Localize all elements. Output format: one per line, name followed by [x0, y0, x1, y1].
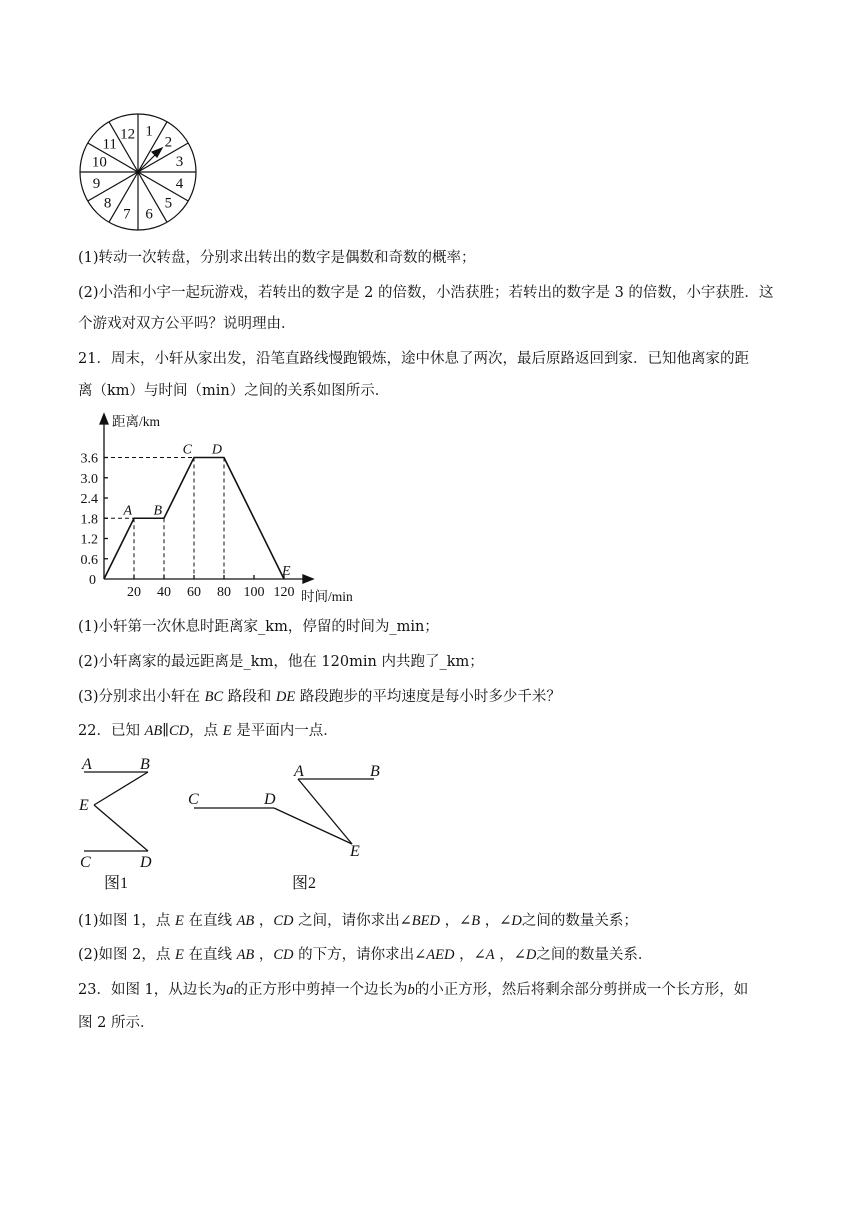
q22-p1-sep1: ， [440, 913, 460, 929]
q22-p1-a: (1)如图 1，点 [78, 913, 175, 929]
q22-stem-b: ，点 [189, 723, 223, 739]
y-tick-label: 3.6 [80, 451, 98, 467]
q22-p2-c: ， [254, 947, 274, 963]
x-axis-arrow [303, 575, 313, 583]
q22-part2 [78, 945, 652, 965]
q22-p2-e: E [174, 947, 184, 963]
series-line [104, 458, 284, 580]
var-b: b [407, 982, 415, 998]
q21-part3-text-c: 路段跑步的平均速度是每小时多少千米？ [295, 689, 561, 705]
point-label-c: C [182, 442, 192, 458]
q20-part2-line1: (2)小浩和小宇一起玩游戏，若转出的数字是 2 的倍数，小浩获胜；若转出的数字是 3 的倍数，小宇获胜．这 [78, 285, 774, 301]
geometry-figures [74, 752, 394, 897]
y-tick-label: 2.4 [80, 492, 98, 507]
q23-a: 23．如图 1，从边长为 [78, 982, 227, 998]
q22-p1-c: ， [254, 913, 274, 929]
q22-p1-e: E [174, 913, 184, 929]
q22-p1-ab: AB [236, 913, 255, 929]
q21-stem-line2: 离（km）与时间（min）之间的关系如图所示． [78, 383, 390, 399]
q22-stem-c: 是平面内一点． [231, 723, 338, 739]
angle-d-2: ∠D [513, 947, 537, 963]
segment-bc: BC [204, 689, 224, 705]
q21-part3-text-b: 路段和 [223, 689, 276, 705]
q22-p2-b: 在直线 [183, 947, 237, 963]
spinner-number: 3 [175, 153, 184, 170]
x-tick-label: 20 [127, 585, 141, 600]
spinner-number: 7 [123, 206, 131, 223]
fig1-line-be [94, 772, 148, 805]
fig2-label-d: D [264, 791, 276, 808]
q22-p2-e-text: 之间的数量关系． [536, 947, 653, 963]
fig1-label-a: A [82, 756, 92, 773]
point-label-d: D [211, 442, 222, 458]
spinner-number: 12 [120, 126, 136, 143]
y-axis-arrow [100, 414, 108, 424]
q22-stem [78, 721, 338, 741]
x-tick-label: 40 [157, 585, 171, 600]
spinner-number: 2 [164, 134, 173, 151]
fig1-label-c: C [80, 854, 91, 871]
spinner-number: 6 [145, 206, 153, 223]
fig1-caption: 图1 [104, 875, 129, 892]
q22-p2-d: 的下方，请你求出 [293, 947, 415, 963]
angle-a: ∠A [473, 947, 495, 963]
distance-time-chart [70, 408, 390, 608]
var-a: a [226, 982, 234, 998]
fig2-label-a: A [294, 763, 304, 780]
x-tick-label: 100 [243, 585, 265, 600]
spinner-number: 4 [175, 176, 184, 193]
spinner-number: 11 [102, 136, 117, 153]
fig1-label-b: B [140, 756, 150, 773]
q22-p2-cd: CD [273, 947, 294, 963]
spinner-number: 9 [92, 176, 101, 193]
segment-de: DE [275, 689, 296, 705]
q22-p1-b: 在直线 [183, 913, 237, 929]
spinner-number: 1 [145, 123, 153, 140]
angle-bed: ∠BED [399, 913, 440, 929]
angle-aed: ∠AED [414, 947, 455, 963]
fig1-line-ed [94, 805, 148, 851]
q23-stem-line2: 图 2 所示． [78, 1015, 155, 1031]
q22-p1-d: 之间，请你求出 [293, 913, 400, 929]
angle-d: ∠D [499, 913, 522, 929]
spinner-number: 5 [164, 195, 173, 212]
fig2-label-b: B [370, 763, 380, 780]
fig2-label-c: C [188, 791, 199, 808]
q22-point-e: E [222, 723, 232, 739]
spinner-number: 10 [91, 154, 107, 171]
q22-p1-cd: CD [273, 913, 294, 929]
fig2-label-e: E [350, 843, 360, 860]
fig2-line-ae [298, 779, 352, 844]
q20-part1: (1)转动一次转盘，分别求出转出的数字是偶数和奇数的概率； [78, 250, 476, 266]
y-tick-label: 3.0 [80, 471, 98, 487]
q22-p1-e-text: 之间的数量关系； [521, 913, 638, 929]
y-tick-label: 1.2 [80, 532, 98, 548]
spinner-number: 8 [103, 195, 112, 212]
x-tick-label: 120 [273, 585, 295, 600]
q22-p2-ab: AB [236, 947, 255, 963]
q21-part3 [78, 687, 561, 707]
y-tick-label: 1.8 [80, 512, 98, 528]
point-label-e: E [282, 564, 291, 579]
fig2-caption: 图2 [292, 875, 317, 892]
x-tick-label: 80 [217, 585, 231, 600]
x-axis-label: 时间/min [301, 589, 353, 604]
q21-part2: (2)小轩离家的最远距离是_km，他在 120min 内共跑了_km； [78, 654, 484, 670]
q23-c: 的小正方形，然后将剩余部分剪拼成一个长方形，如 [414, 982, 749, 998]
x-tick-label: 60 [187, 585, 201, 600]
q21-part3-text-a: (3)分别求出小轩在 [78, 689, 205, 705]
q22-parallel-expr: AB∥CD [144, 723, 190, 739]
q22-part1 [78, 911, 638, 931]
q22-p2-a: (2)如图 2，点 [78, 947, 175, 963]
y-tick-label: 0.6 [80, 552, 98, 568]
q20-part2-line2: 个游戏对双方公平吗？说明理由． [78, 316, 296, 332]
q22-p2-sep2: ， [494, 947, 514, 963]
fig2-line-de [274, 808, 352, 844]
q23-b: 的正方形中剪掉一个边长为 [233, 982, 408, 998]
point-label-b: B [153, 503, 162, 519]
q22-p1-sep2: ， [480, 913, 500, 929]
angle-b: ∠B [459, 913, 481, 929]
q22-stem-a: 22．已知 [78, 723, 145, 739]
origin-label: 0 [89, 573, 96, 588]
point-label-a: A [123, 503, 132, 519]
fig1-label-e: E [79, 797, 89, 814]
q21-part1: (1)小轩第一次休息时距离家_km，停留的时间为_min； [78, 619, 439, 635]
q22-p2-sep1: ， [454, 947, 474, 963]
q23-stem-line1 [78, 980, 748, 1000]
fig1-label-d: D [140, 854, 152, 871]
q21-stem-line1: 21．周末，小轩从家出发，沿笔直路线慢跑锻炼，途中休息了两次，最后原路返回到家．已知他离家的距 [78, 351, 749, 367]
y-axis-label: 距离/km [112, 414, 161, 429]
spinner-figure [76, 112, 202, 232]
